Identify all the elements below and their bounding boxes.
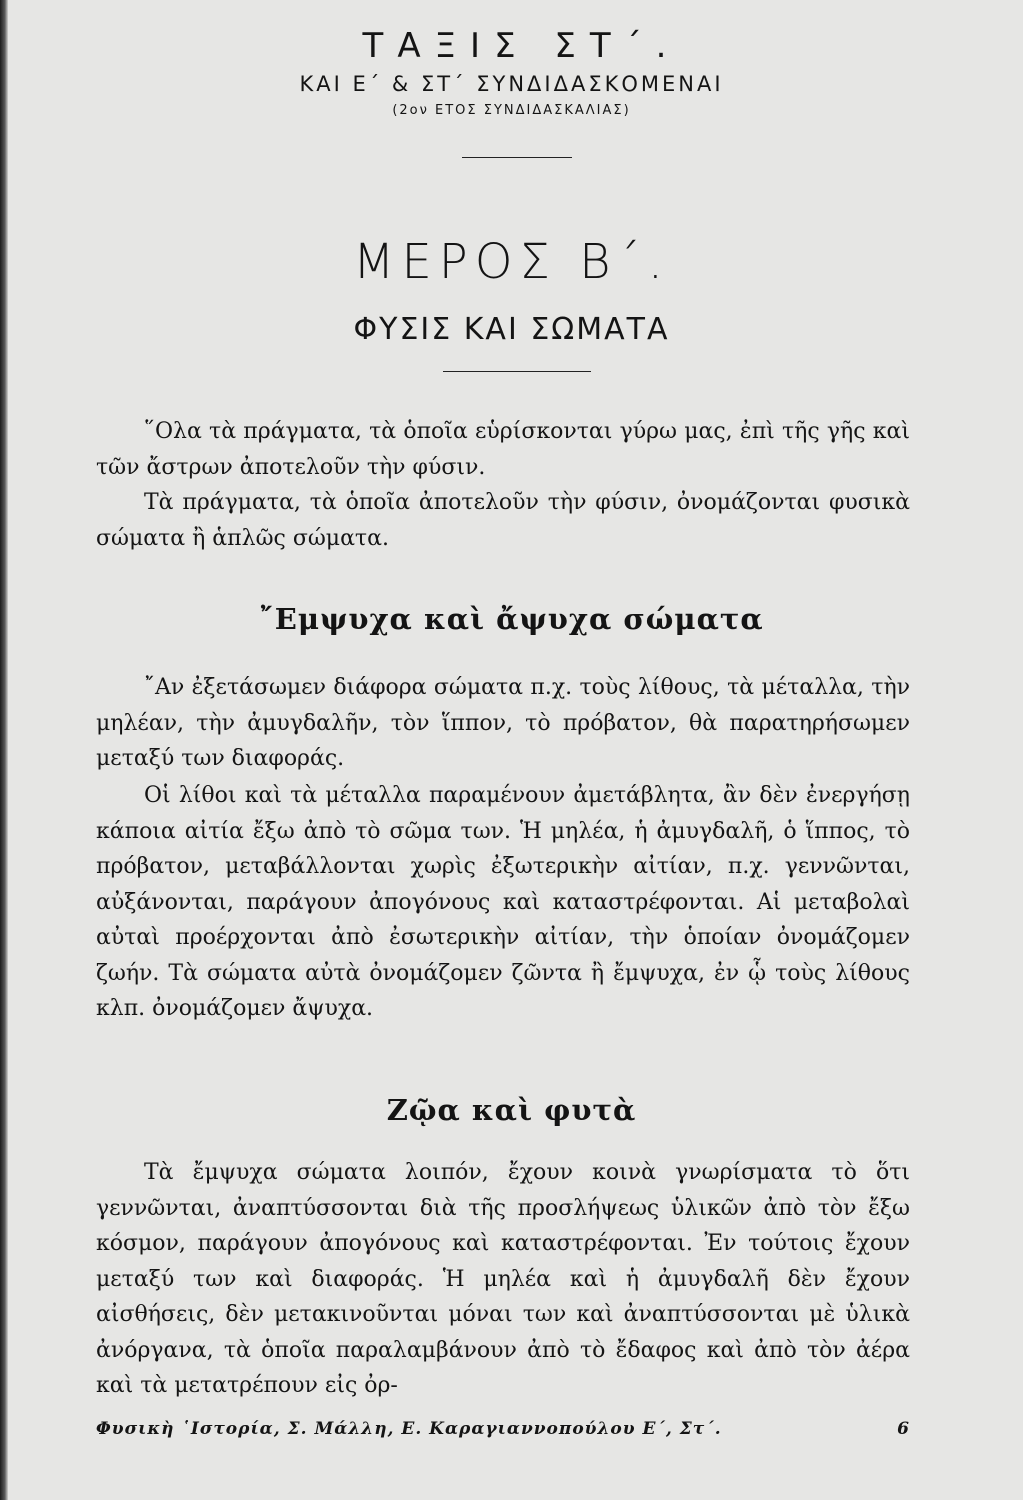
- section-heading-animate: ῎Εμψυχα καὶ ἄψυχα σώματα: [259, 602, 764, 636]
- class-year: (2ον ΕΤΟΣ ΣΥΝΔΙΔΑΣΚΑΛΙΑΣ): [392, 103, 631, 118]
- part-title: ΜΕΡΟΣ Β΄.: [353, 234, 670, 290]
- paragraph-differences: ῎Αν ἐξετάσωμεν διάφορα σώματα π.χ. τοὺς λίθους, τὰ μέταλλα, τὴν μηλέαν, τὴν ἀμυγδαλῆν, τὸν ἵππον, τὸ πρόβατον, θὰ παρατηρήσωμεν μεταξύ των διαφοράς.: [96, 675, 910, 771]
- class-header: [0, 26, 1023, 122]
- paragraph-nature-definition: ῞Ολα τὰ πράγματα, τὰ ὁποῖα εὑρίσκονται γύρω μας, ἐπὶ τῆς γῆς καὶ τῶν ἄστρων ἀποτελοῦν τὴν φύσιν.: [96, 419, 910, 480]
- part-subtitle: ΦΥΣΙΣ ΚΑΙ ΣΩΜΑΤΑ: [353, 312, 670, 347]
- paragraph-bodies-definition: Τὰ πράγματα, τὰ ὁποῖα ἀποτελοῦν τὴν φύσιν, ὀνομάζονται φυσικὰ σώματα ἢ ἁπλῶς σώματα.: [96, 490, 910, 551]
- page-spine-shadow: [0, 0, 8, 1500]
- class-title: ΤΑΞΙΣ ΣΤ΄.: [362, 26, 681, 66]
- paragraph-life: Οἱ λίθοι καὶ τὰ μέταλλα παραμένουν ἀμετάβλητα, ἂν δὲν ἐνεργήσῃ κάποια αἰτία ἔξω ἀπὸ τὸ σῶμα των. Ἡ μηλέα, ἡ ἀμυγδαλῆ, ὁ ἵππος, τὸ πρόβατον, μεταβάλλονται χωρὶς ἐξωτερικὴν αἰτίαν, π.χ. γεννῶνται, αὐξάνονται, παράγουν ἀπογόνους καὶ καταστρέφονται. Αἱ μεταβολαὶ αὐταὶ προέρχονται ἀπὸ ἐσωτερικὴν αἰτίαν, τὴν ὁποίαν ὀνομάζομεν ζωήν. Τὰ σώματα αὐτὰ ὀνομάζομεν ζῶντα ἢ ἔμψυχα, ἐν ᾧ τοὺς λίθους κλπ. ὀνομάζομεν ἄψυχα.: [96, 783, 910, 1021]
- page-number: 6: [897, 1419, 910, 1439]
- divider-rule-top: [462, 157, 572, 158]
- footer-citation: Φυσικὴ ῾Ιστορία, Σ. Μάλλη, Ε. Καραγιαννοπούλου Ε΄, Στ΄.: [96, 1419, 722, 1439]
- page-footer: [96, 1416, 910, 1442]
- paragraph-animate-traits: Τὰ ἔμψυχα σώματα λοιπόν, ἔχουν κοινὰ γνωρίσματα τὸ ὅτι γεννῶνται, ἀναπτύσσονται διὰ τῆς προσλήψεως ὑλικῶν ἀπὸ τὸν ἔξω κόσμον, παράγουν ἀπογόνους καὶ καταστρέφονται. Ἐν τούτοις ἔχουν μεταξύ των καὶ διαφοράς. Ἡ μηλέα καὶ ἡ ἀμυγδαλῆ δὲν ἔχουν αἰσθήσεις, δὲν μετακινοῦνται μόναι των καὶ ἀναπτύσσονται μὲ ὑλικὰ ἀνόργανα, τὰ ὁποῖα παραλαμβάνουν ἀπὸ τὸ ἔδαφος καὶ ἀπὸ τὸν ἀέρα καὶ τὰ μετατρέπουν εἰς ὀρ-: [96, 1160, 910, 1398]
- class-subtitle: ΚΑΙ Ε΄ & ΣΤ΄ ΣΥΝΔΙΔΑΣΚΟΜΕΝΑΙ: [299, 72, 724, 96]
- section-heading-animals-plants: Ζῷα καὶ φυτὰ: [386, 1093, 637, 1127]
- divider-rule-bottom: [443, 371, 591, 372]
